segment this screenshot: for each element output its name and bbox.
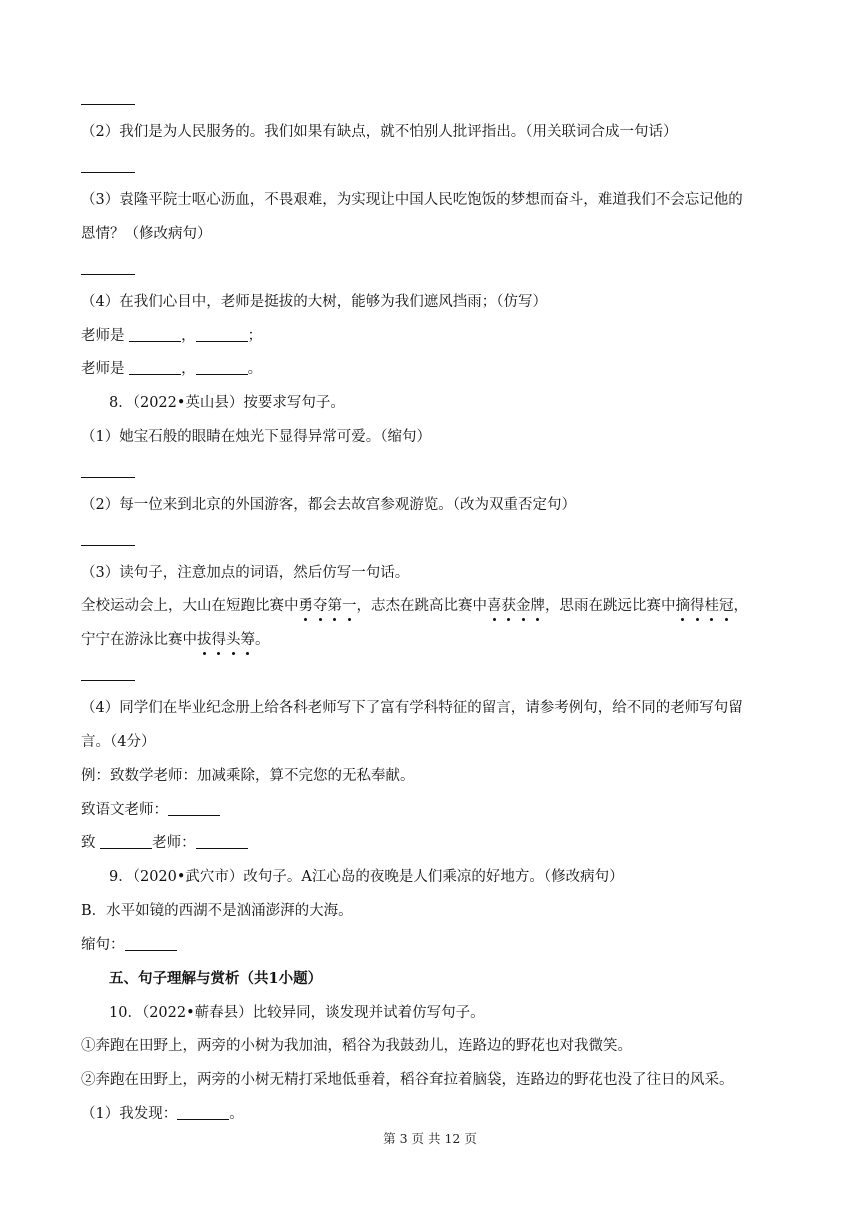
period: 。 [247,361,263,377]
fill-prefix: 老师是 [81,361,125,377]
answer-blank[interactable] [196,834,248,849]
answer-blank[interactable] [100,834,152,849]
q8-2-text: （2）每一位来到北京的外国游客，都会去故宫参观游览。（改为双重否定句） [81,497,576,513]
answer-blank[interactable] [125,936,177,951]
q8-1-text: （1）她宝石般的眼睛在烛光下显得异常可爱。（缩句） [81,429,431,445]
q10-sentence-2: ②奔跑在田野上，两旁的小树无精打采地低垂着，稻谷耷拉着脑袋，连路边的野花也没了往日的风采。 [81,1072,734,1088]
q9-b-text: B．水平如镜的西湖不是汹涌澎湃的大海。 [81,903,353,919]
q8-3-example-line2: 宁宁在游泳比赛中拔得头筹。 [81,632,270,648]
answer-blank[interactable] [81,477,135,478]
q7-3-text-line1: （3）袁隆平院士呕心沥血，不畏艰难，为实现让中国人民吃饱饭的梦想而奋斗，难道我们不会忘记他的 [81,192,743,208]
answer-blank[interactable] [177,1105,229,1120]
fill-prefix: 老师是 [81,328,125,344]
q10-title: 10．（2022•蕲春县）比较异同，谈发现并试着仿写句子。 [109,1005,485,1021]
answer-blank[interactable] [81,680,135,681]
q8-4-example: 例：致数学老师：加减乘除，算不完您的无私奉献。 [81,768,415,784]
q8-3-text: （3）读句子，注意加点的词语，然后仿写一句话。 [81,565,410,581]
answer-blank[interactable] [81,274,135,275]
q9-fill: 缩句： [81,935,177,955]
answer-blank[interactable] [129,327,181,342]
answer-blank[interactable] [81,104,135,105]
comma: ， [181,361,196,377]
comma: ， [181,328,196,344]
page-footer: 第 3 页 共 12 页 [383,1131,477,1146]
answer-blank[interactable] [196,360,248,375]
q7-3-text-line2: 恩情？（修改病句） [81,226,212,242]
q8-4-text-line2: 言。（4分） [81,734,156,750]
q7-4-fill-line2 [81,359,262,379]
answer-blank[interactable] [81,545,135,546]
semicolon: ； [247,328,263,344]
q8-4-fill-chinese: 致语文老师： [81,800,220,820]
q7-4-fill-line1 [81,326,262,346]
section-five-heading: 五、句子理解与赏析（共1小题） [109,970,323,987]
q8-3-example-line1: 全校运动会上，大山在短跑比赛中勇夺第一，志杰在跳高比赛中喜获金牌，思雨在跳远比赛中摘得桂冠， [81,598,748,614]
q8-4-text-line1: （4）同学们在毕业纪念册上给各科老师写下了富有学科特征的留言，请参考例句，给不同的老师写句留 [81,700,743,716]
q10-1-fill: （1）我发现： 。 [81,1106,244,1122]
answer-blank[interactable] [129,360,181,375]
q8-4-fill-other: 致 老师： [81,833,248,853]
q7-2-text: （2）我们是为人民服务的。我们如果有缺点，就不怕别人批评指出。（用关联词合成一句话） [81,124,678,140]
answer-blank[interactable] [168,801,220,816]
q10-sentence-1: ①奔跑在田野上，两旁的小树为我加油，稻谷为我鼓劲儿，连路边的野花也对我微笑。 [81,1038,632,1054]
q8-title: 8．（2022•英山县）按要求写句子。 [109,395,345,411]
answer-blank[interactable] [81,172,135,173]
answer-blank[interactable] [196,327,248,342]
q7-4-text: （4）在我们心目中，老师是挺拔的大树，能够为我们遮风挡雨；（仿写） [81,294,547,310]
q9-title: 9．（2020•武穴市）改句子。A江心岛的夜晚是人们乘凉的好地方。（修改病句） [109,869,624,885]
